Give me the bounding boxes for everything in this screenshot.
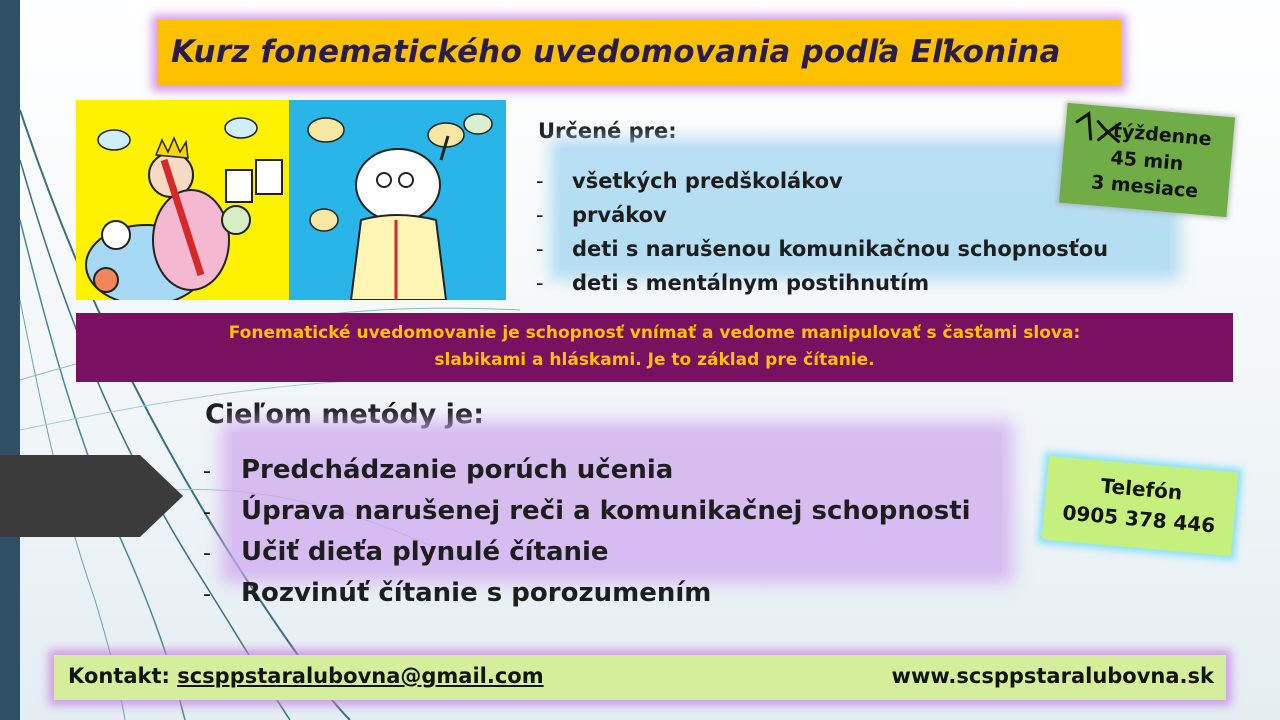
goals-list <box>203 450 971 614</box>
website-link[interactable]: www.scsppstaralubovna.sk <box>891 664 1214 688</box>
list-dash: - <box>203 459 211 484</box>
list-dash: - <box>536 271 544 295</box>
contact <box>68 664 544 688</box>
schedule-note <box>1059 103 1235 217</box>
list-item-text: všetkých predškolákov <box>572 169 843 193</box>
intended-for-list <box>536 164 1108 300</box>
list-item-text: Predchádzanie porúch učenia <box>241 455 674 485</box>
schedule-frequency: týždenne <box>1111 119 1213 151</box>
list-item-text: Úprava narušenej reči a komunikačnej schopnosti <box>241 496 971 526</box>
goals-label: Cieľom metódy je: <box>205 399 485 430</box>
list-item <box>536 164 1108 198</box>
email-link[interactable]: scsppstaralubovna@gmail.com <box>177 664 544 688</box>
list-item <box>203 573 971 614</box>
slide-title: Kurz fonematického uvedomovania podľa Eľkonina <box>171 34 1061 70</box>
title-banner <box>157 20 1121 86</box>
list-item <box>536 266 1108 300</box>
contact-label: Kontakt: <box>68 664 170 688</box>
list-item <box>203 450 971 491</box>
list-dash: - <box>536 203 544 227</box>
phone-note <box>1042 456 1239 556</box>
list-item-text: deti s narušenou komunikačnou schopnosťou <box>572 237 1109 261</box>
list-item <box>203 532 971 573</box>
illustration <box>76 100 506 300</box>
phone-label: Telefón <box>1099 473 1184 505</box>
dark-arrow-shape <box>0 455 185 537</box>
list-dash: - <box>536 169 544 193</box>
list-item <box>536 198 1108 232</box>
list-item <box>203 491 971 532</box>
professor-with-fairies-icon <box>289 100 506 300</box>
list-dash: - <box>203 500 211 525</box>
phone-number[interactable]: 0905 378 446 <box>1061 500 1217 538</box>
fairy-tale-characters-icon <box>76 100 289 300</box>
definition-banner <box>76 313 1233 382</box>
list-item-text: Rozvinúť čítanie s porozumením <box>241 578 712 608</box>
schedule-length: 3 mesiace <box>1090 171 1200 203</box>
schedule-duration: 45 min <box>1109 146 1185 176</box>
list-item <box>536 232 1108 266</box>
intended-for-label: Určené pre: <box>538 119 677 143</box>
list-dash: - <box>203 582 211 607</box>
list-dash: - <box>203 541 211 566</box>
list-item-text: Učiť dieťa plynulé čítanie <box>241 537 609 567</box>
list-item-text: deti s mentálnym postihnutím <box>572 271 930 295</box>
definition-line-2: slabikami a hláskami. Je to základ pre čítanie. <box>434 350 875 370</box>
definition-line-1: Fonematické uvedomovanie je schopnosť vnímať a vedome manipulovať s časťami slova: <box>228 323 1081 343</box>
list-dash: - <box>536 237 544 261</box>
list-item-text: prvákov <box>572 203 667 227</box>
footer-contact-bar <box>54 655 1226 700</box>
